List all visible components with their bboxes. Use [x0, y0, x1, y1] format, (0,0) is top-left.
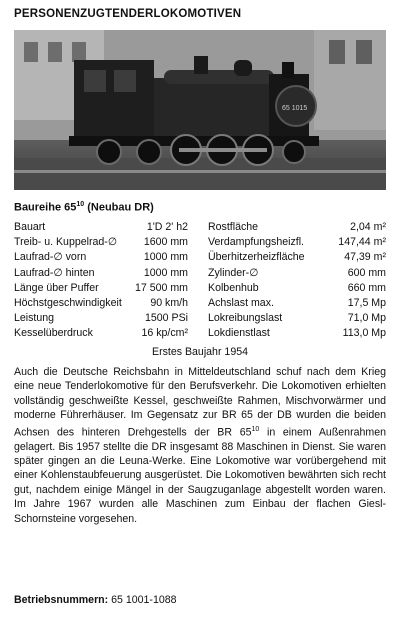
spec-row: [208, 220, 386, 235]
spec-value: 147,44 m²: [338, 236, 386, 249]
description-superscript: 10: [251, 425, 260, 433]
spec-label: Laufrad-∅ vorn: [14, 251, 87, 264]
number-plate: 65 1015: [282, 105, 308, 112]
spec-column-right: [208, 220, 386, 342]
spec-label: Kolbenhub: [208, 281, 259, 294]
spec-label: Verdampfungsheizfl.: [208, 236, 304, 249]
description-part-1: Auch die Deutsche Reichsbahn in Mitteldeutschland schuf nach dem Krieg eine neue Tenderlokomotive für den Berufsverkehr. Die Lokomotiven erhielten vollständig geschweißte Kessel, geschweißte Rahmen, Mischvorwärmer und moderne Führerhäuser. Im Gegensatz zur BR 65 der DB wurden die beiden Achsen des hinteren Drehgestells der BR 65: [14, 366, 386, 439]
spec-label: Laufrad-∅ hinten: [14, 266, 95, 279]
locomotive-illustration: [14, 30, 386, 190]
operating-numbers-label: Betriebsnummern:: [14, 594, 109, 606]
spec-value: 1000 mm: [143, 251, 188, 264]
spec-row: [14, 326, 188, 341]
spec-value: 660 mm: [347, 281, 386, 294]
spec-label: Lokreibungslast: [208, 312, 283, 325]
operating-numbers: [14, 594, 177, 606]
spec-label: Achslast max.: [208, 297, 274, 310]
spec-value: 1600 mm: [143, 236, 188, 249]
spec-row: [14, 220, 188, 235]
spec-row: [14, 235, 188, 250]
spec-value: 2,04 m²: [350, 221, 386, 233]
spec-value: 90 km/h: [150, 297, 188, 310]
spec-label: Höchstgeschwindigkeit: [14, 297, 122, 310]
spec-row: [14, 250, 188, 265]
spec-value: 71,0 Mp: [347, 312, 386, 325]
operating-numbers-value: 65 1001-1088: [111, 594, 177, 606]
spec-row: [208, 250, 386, 265]
spec-label: Länge über Puffer: [14, 281, 99, 294]
spec-value: 1'D 2' h2: [146, 221, 188, 233]
class-title-prefix: Baureihe 65: [14, 201, 77, 214]
class-title-suffix: (Neubau DR): [84, 201, 154, 214]
spec-value: 17,5 Mp: [347, 297, 386, 310]
spec-value: 17 500 mm: [135, 281, 188, 294]
spec-label: Bauart: [14, 221, 46, 233]
spec-row: [14, 281, 188, 296]
spec-row: [208, 235, 386, 250]
class-title: [14, 201, 154, 214]
spec-row: [14, 296, 188, 311]
spec-value: 1000 mm: [143, 266, 188, 279]
spec-label: Lokdienstlast: [208, 327, 270, 340]
spec-row: [208, 281, 386, 296]
page-header: PERSONENZUGTENDERLOKOMOTIVEN: [14, 8, 242, 20]
spec-row: [208, 311, 386, 326]
spec-value: 47,39 m²: [344, 251, 386, 264]
spec-value: 1500 PSi: [145, 312, 188, 325]
class-title-superscript: 10: [76, 201, 85, 208]
spec-label: Treib- u. Kuppelrad-∅: [14, 236, 118, 249]
spec-value: 16 kp/cm²: [141, 327, 188, 340]
spec-label: Zylinder-∅: [208, 266, 259, 279]
locomotive-photo: [14, 30, 386, 190]
spec-column-left: [14, 220, 188, 342]
spec-label: Überhitzerheizfläche: [208, 251, 305, 264]
spec-row: [208, 296, 386, 311]
spec-label: Rostfläche: [208, 221, 259, 233]
spec-value: 113,0 Mp: [342, 327, 386, 340]
first-build-year: Erstes Baujahr 1954: [152, 346, 248, 358]
spec-label: Kesselüberdruck: [14, 327, 93, 340]
description-text: [14, 365, 386, 526]
spec-row: [208, 326, 386, 341]
description-part-2: in einem Außenrahmen gelagert. Bis 1957 stellte die DR insgesamt 88 Maschinen in Dienst. Sie waren später gingen an die Leuna-Werke. Eine Lokomotive war vorübergehend mit einer Kohlenstaubfeuerung ausgerüstet. Die Lokomotiven bewährten sich recht gut, nachdem einige Mängel in der Saugzuganlage abgestellt worden waren. Im Jahre 1967 wurden alle Maschinen zum Einbau der flachen Giesl-Schornsteine vorgesehen.: [14, 426, 386, 525]
spec-row: [14, 266, 188, 281]
spec-row: [14, 311, 188, 326]
spec-label: Leistung: [14, 312, 55, 325]
spec-value: 600 mm: [347, 266, 386, 279]
spec-row: [208, 266, 386, 281]
